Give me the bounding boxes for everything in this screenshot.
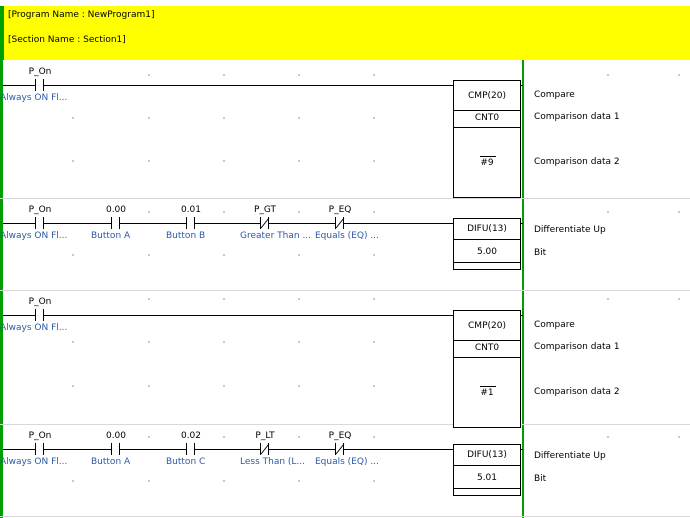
instruction-description: Comparison data 2	[534, 387, 620, 397]
grid-dot	[148, 385, 150, 387]
grid-dot	[607, 298, 609, 300]
instruction-operand[interactable]: CNT0	[474, 113, 500, 123]
grid-dot	[298, 254, 300, 256]
grid-dot	[678, 298, 680, 300]
grid-dot	[223, 436, 225, 438]
compare-instruction-box[interactable]	[453, 80, 521, 198]
contact-comment: Button A	[91, 231, 131, 241]
instruction-description: Bit	[534, 474, 547, 484]
contact-bar	[186, 217, 187, 229]
instruction-name: DIFU(13)	[467, 224, 507, 234]
grid-dot	[72, 341, 74, 343]
contact-address[interactable]: P_On	[28, 431, 52, 441]
contact-lead	[344, 223, 355, 224]
contact-comment: Always ON Fl...	[0, 93, 68, 103]
contact-address[interactable]: P_On	[28, 67, 52, 77]
contact-comment: Button B	[166, 231, 206, 241]
contact-lead	[250, 223, 260, 224]
contact-bar	[111, 217, 112, 229]
rung-separator	[0, 424, 690, 425]
grid-dot	[148, 117, 150, 119]
grid-dot	[373, 74, 375, 76]
instruction-description: Compare	[534, 320, 575, 330]
contact-address[interactable]: P_EQ	[328, 431, 352, 441]
contact-address[interactable]: P_On	[28, 297, 52, 307]
contact-comment: Less Than (L...	[240, 457, 306, 467]
contact-comment: Always ON Fl...	[0, 231, 68, 241]
grid-dot	[223, 211, 225, 213]
contact-lead	[176, 223, 186, 224]
contact-comment: Always ON Fl...	[0, 323, 68, 333]
instruction-operand[interactable]: 5.01	[476, 473, 498, 483]
operand-underline	[454, 262, 520, 263]
contact-address[interactable]: 0.00	[105, 205, 127, 215]
contact-bar	[186, 443, 187, 455]
grid-dot	[148, 254, 150, 256]
grid-dot	[148, 480, 150, 482]
contact-lead	[325, 223, 335, 224]
instruction-divider	[454, 340, 520, 341]
grid-dot	[148, 298, 150, 300]
grid-dot	[72, 117, 74, 119]
nc-slash-icon	[260, 443, 270, 455]
contact-lead	[325, 449, 335, 450]
grid-dot	[678, 211, 680, 213]
constant-overbar	[480, 156, 496, 157]
grid-dot	[298, 160, 300, 162]
rung-separator	[0, 290, 690, 291]
grid-dot	[373, 160, 375, 162]
grid-dot	[148, 160, 150, 162]
grid-dot	[298, 385, 300, 387]
instruction-operand[interactable]: 5.00	[476, 247, 498, 257]
output-wire	[521, 223, 523, 224]
grid-dot	[607, 436, 609, 438]
grid-dot	[298, 298, 300, 300]
instruction-description: Compare	[534, 90, 575, 100]
difu-instruction-box[interactable]	[453, 218, 521, 270]
compare-instruction-box[interactable]	[453, 310, 521, 428]
contact-comment: Always ON Fl...	[0, 457, 68, 467]
operand-underline	[454, 488, 520, 489]
contact-bar	[35, 309, 36, 321]
contact-comment: Button A	[91, 457, 131, 467]
grid-dot	[72, 254, 74, 256]
instruction-name: DIFU(13)	[467, 450, 507, 460]
contact-comment: Equals (EQ) ...	[315, 231, 379, 241]
operand-underline	[454, 127, 520, 128]
grid-dot	[373, 254, 375, 256]
instruction-description: Bit	[534, 248, 547, 258]
contact-lead	[176, 449, 186, 450]
contact-address[interactable]: P_EQ	[328, 205, 352, 215]
section-name-label: [Section Name : Section1]	[8, 35, 126, 45]
contact-comment: Greater Than ...	[240, 231, 312, 241]
grid-dot	[373, 480, 375, 482]
grid-dot	[607, 74, 609, 76]
contact-lead	[101, 223, 111, 224]
grid-dot	[373, 341, 375, 343]
contact-lead	[25, 449, 35, 450]
difu-instruction-box[interactable]	[453, 444, 521, 496]
grid-dot	[373, 211, 375, 213]
grid-dot	[223, 74, 225, 76]
grid-dot	[298, 117, 300, 119]
program-header	[0, 6, 690, 60]
nc-slash-icon	[335, 217, 345, 229]
grid-dot	[678, 74, 680, 76]
contact-address[interactable]: P_On	[28, 205, 52, 215]
contact-lead	[44, 315, 55, 316]
nc-slash-icon	[260, 217, 270, 229]
contact-comment: Equals (EQ) ...	[315, 457, 379, 467]
instruction-name: CMP(20)	[468, 321, 506, 331]
contact-address[interactable]: 0.01	[180, 205, 202, 215]
grid-dot	[373, 117, 375, 119]
instruction-divider	[454, 110, 520, 111]
contact-lead	[101, 449, 111, 450]
contact-address[interactable]: 0.02	[180, 431, 202, 441]
contact-address[interactable]: P_LT	[255, 431, 275, 441]
grid-dot	[373, 298, 375, 300]
grid-dot	[607, 211, 609, 213]
output-wire	[521, 85, 523, 86]
instruction-divider	[454, 239, 520, 240]
contact-lead	[25, 315, 35, 316]
contact-lead	[195, 223, 206, 224]
contact-lead	[120, 223, 131, 224]
nc-slash-icon	[335, 443, 345, 455]
grid-dot	[223, 254, 225, 256]
contact-lead	[44, 449, 55, 450]
instruction-description: Comparison data 2	[534, 157, 620, 167]
grid-dot	[148, 74, 150, 76]
contact-comment: Button C	[166, 457, 206, 467]
grid-dot	[148, 436, 150, 438]
grid-dot	[298, 436, 300, 438]
output-wire	[521, 449, 523, 450]
rung-separator	[0, 198, 690, 199]
instruction-description: Comparison data 1	[534, 112, 620, 122]
instruction-operand[interactable]: #9	[480, 158, 494, 168]
instruction-name: CMP(20)	[468, 91, 506, 101]
grid-dot	[72, 160, 74, 162]
grid-dot	[298, 211, 300, 213]
rung-wire	[3, 223, 453, 224]
instruction-divider	[454, 465, 520, 466]
contact-lead	[269, 223, 280, 224]
contact-lead	[44, 223, 55, 224]
contact-bar	[35, 217, 36, 229]
grid-dot	[223, 160, 225, 162]
rung-wire	[3, 449, 453, 450]
grid-dot	[373, 385, 375, 387]
contact-lead	[250, 449, 260, 450]
contact-address[interactable]: P_GT	[253, 205, 277, 215]
instruction-description: Differentiate Up	[534, 225, 606, 235]
grid-dot	[223, 480, 225, 482]
contact-bar	[111, 443, 112, 455]
contact-lead	[25, 85, 35, 86]
grid-dot	[298, 74, 300, 76]
instruction-operand[interactable]: #1	[480, 388, 494, 398]
constant-overbar	[480, 386, 496, 387]
instruction-description: Differentiate Up	[534, 451, 606, 461]
grid-dot	[373, 436, 375, 438]
grid-dot	[72, 385, 74, 387]
contact-address[interactable]: 0.00	[105, 431, 127, 441]
contact-lead	[344, 449, 355, 450]
contact-bar	[35, 443, 36, 455]
operand-underline	[454, 357, 520, 358]
contact-lead	[25, 223, 35, 224]
grid-dot	[148, 211, 150, 213]
output-wire	[521, 315, 523, 316]
contact-lead	[44, 85, 55, 86]
grid-dot	[148, 341, 150, 343]
grid-dot	[298, 480, 300, 482]
instruction-operand[interactable]: CNT0	[474, 343, 500, 353]
grid-dot	[298, 341, 300, 343]
grid-dot	[678, 436, 680, 438]
rung-separator	[0, 516, 690, 517]
rung-wire	[3, 315, 453, 316]
grid-dot	[223, 341, 225, 343]
rung-wire	[3, 85, 453, 86]
contact-lead	[120, 449, 131, 450]
contact-lead	[195, 449, 206, 450]
contact-bar	[35, 79, 36, 91]
grid-dot	[223, 385, 225, 387]
program-name-label: [Program Name : NewProgram1]	[8, 10, 155, 20]
contact-lead	[269, 449, 280, 450]
instruction-description: Comparison data 1	[534, 342, 620, 352]
grid-dot	[223, 298, 225, 300]
grid-dot	[72, 480, 74, 482]
grid-dot	[223, 117, 225, 119]
